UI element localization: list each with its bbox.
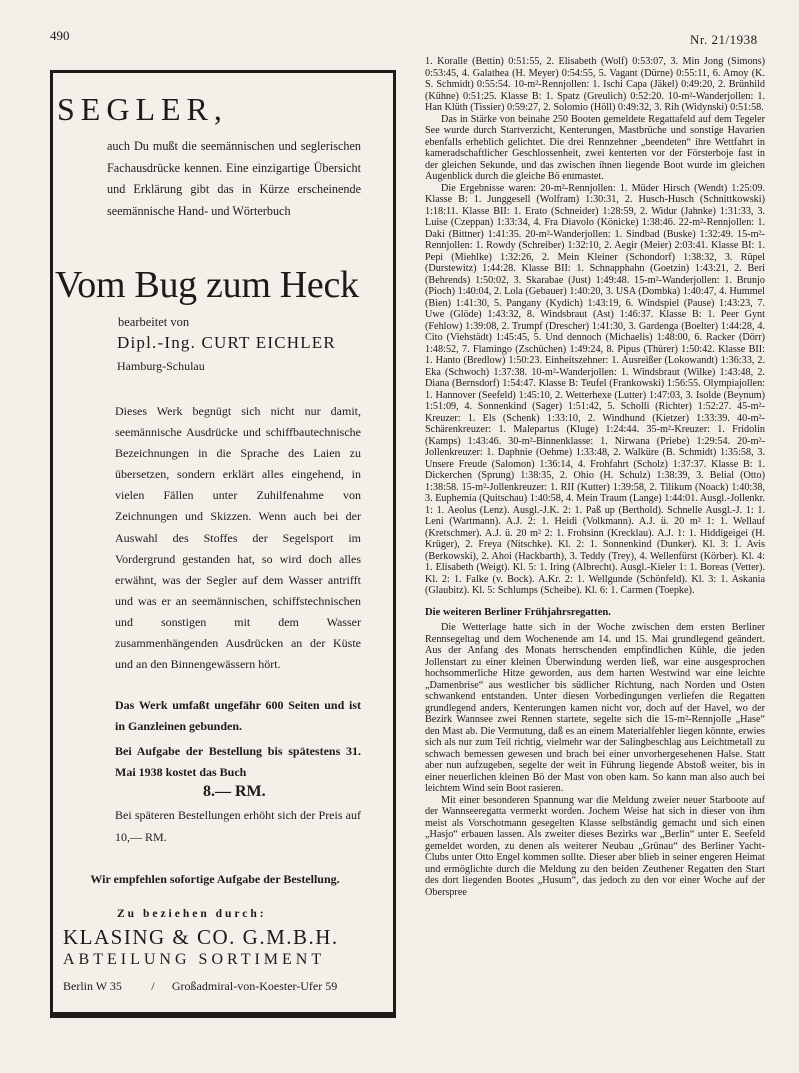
order-deadline: Bei Aufgabe der Bestellung bis spätestens 31. Mai 1938 kostet das Buch (115, 744, 361, 779)
article-paragraph: 1. Koralle (Bettin) 0:51:55, 2. Elisabeth (Wolf) 0:53:07, 3. Min Jong (Simons) 0:53:45, 4. Galathea (H. Meyer) 0:54:55, 5. Vagant (Dürne) 0:55:11, 6. Amoy (K. S. Schmidt) 0:55:54. 10-m²-Rennjollen: 1. Ischi Capa (Jäkel) 0:49:20, 2. Brünhild (Kühne) 0:51:25. Klasse B: 1. Spatz (Greulich) 0:52:20. 10-m²-Wanderjollen: 1. Han Klüth (Tissier) 0:59:27, 2. Solomio (Höll) 0:49:32, 3. Rih (Widynski) 0:51:58. (425, 56, 765, 113)
issue-number: Nr. 21/1938 (690, 32, 758, 47)
article-paragraph: Mit einer besonderen Spannung war die Meldung zweier neuer Starboote auf der Wannseeregatta vermerkt worden. Jochem Weise hat sich in dieser von ihm meist als Vorschotmann gesegelten Klasse selbständig gemacht und sich einen „Hasjo“ erbauen lassen. Als zweiter dieses Bezirks war „Berlin“ unter E. Seefeld gemeldet worden, zu denen als weiterer Neubau „Grünau“ des Berliner Yacht-Clubs unter Otto Engel kommen sollte. Dieser aber blieb in seiner engeren Heimat und ermöglichte durch die Meldung zu den beiden Zeuthener Regatten den Start des dort liegenden Bootes „Husum“, das jedoch zu den vor einer Woche auf der Oberspree (425, 794, 765, 898)
address-city: Berlin W 35 (63, 979, 122, 993)
book-scope: Das Werk umfaßt ungefähr 600 Seiten und ist in Ganzleinen gebunden. (115, 698, 361, 733)
ad-headline: SEGLER, (57, 91, 228, 127)
book-description: Dieses Werk begnügt sich nicht nur damit, seemännische Ausdrücke und schiffbautechnische Bezeichnungen in die Sprache des Laien zu übersetzen, sondern erklärt alles eingehend, in vielen Fällen unter Zuhilfenahme von Zeichnungen und Skizzen. Wenn auch bei der Auswahl des Stoffes der Segelsport im Vordergrund gestanden hat, so wird doch alles erwähnt, was der Segler auf dem Wasser antrifft und was er an seemännischen, schiffstechnischen und sonstigen mit dem Wasser zusammenhängenden Ausdrücken an der Küste und an den Binnengewässern hört. (115, 404, 361, 672)
publisher-name: KLASING & CO. G.M.B.H. (63, 925, 339, 949)
page-number: 490 (50, 28, 70, 43)
obtain-from-label: Zu beziehen durch: (117, 908, 267, 920)
article-paragraph: Das in Stärke von beinahe 250 Booten gemeldete Regattafeld auf dem Tegeler See wurde durch Startverzicht, Kenterungen, Mastbrüche und sonstige Havarien ebenfalls erheblich gelichtet. Die drei Rennzehner „beendeten“ ihre Wettfahrt in kameradschaftlicher Geschlossenheit, zwei kenterten vor der Försterboje fast in der gleichen Sekunde, und das zwischen ihnen liegende Boot wurde im gleichen Augenblick durch die gleiche Bö entmastet. (425, 113, 765, 182)
ad-intro-text: auch Du mußt die seemännischen und seglerischen Fachausdrücke kennen. Eine einzigartige Übersicht und Erklärung gibt das in Kürze erscheinende seemännische Hand- und Wörterbuch (107, 139, 361, 218)
later-price-note: Bei späteren Bestellungen erhöht sich der Preis auf 10,— RM. (115, 808, 361, 844)
edited-by-label: bearbeitet von (118, 315, 190, 329)
regatta-article (425, 56, 765, 898)
book-author: Dipl.-Ing. CURT EICHLER (117, 333, 336, 352)
section-body (425, 622, 765, 898)
order-recommendation: Wir empfehlen sofortige Aufgabe der Bestellung. (90, 872, 340, 886)
article-paragraph: Die Wetterlage hatte sich in der Woche zwischen dem ersten Berliner Rennsegeltag und dem Wochenende am 14. und 15. Mai grundlegend geändert. Aus der Anfang des Monats herrschenden empfindlichen Kühle, die jeden Jollenstart zu einer kleinen Überwindung werden ließ, war eine ausgesprochen hochsommerliche Hitze geworden, aus dem harten Westwind war eine leichte „Damenbrise“ aus westlicher bis südlicher Richtung, nach Norden und Osten schwankend entstanden. Unter diesen Vorbedingungen verliefen die Regatten grundlegend anders, Kenterungen kamen nicht vor, doch auf der Havel, wo der Bezirk Wannsee zwei Rennen startete, segelte sich die 15-m²-Rennjolle „Hase“ den Mast ab. Die Vermutung, daß es an einem Materialfehler liegen könnte, erwies sich als nur zum Teil richtig, vielmehr war der Salingbeschlag aus Leichtmetall zu schwach bemessen gewesen und brach bei einer unvorhergesehenen Halse. Statt aber nun aufzugeben, segelte der weit in Führung liegende Abstoß weiter, bis in einer neuerlichen kleinen Bö der Mast von oben kam. So kann man also auch bei leichtem Wind sein Boot rasieren. (425, 622, 765, 794)
section-heading: Die weiteren Berliner Frühjahrsregatten. (425, 606, 611, 618)
author-affiliation: Hamburg-Schulau (117, 359, 205, 373)
book-price: 8.— RM. (203, 783, 266, 800)
article-paragraph: Die Ergebnisse waren: 20-m²-Rennjollen: 1. Müder Hirsch (Wendt) 1:25:09. Klasse B: 1. Junggesell (Wolfram) 1:30:31, 2. Husch-Husch (Schnittkowski) 1:18:11. Klasse BII: 1. Erato (Schneider) 1:28:59, 2. Widur (Jahnke) 1:31:33, 3. Luise (Czeppan) 1:33:34, 4. Fra Diavolo (Könicke) 1:38:46. 22-m²-Rennjollen: 1. Daki (Bittner) 1:41:35. 20-m²-Wanderjollen: 1. Sindbad (Buske) 1:32:49. 15-m²-Rennjollen: 1. Rowdy (Schreiber) 1:32:10, 2. Aegir (Meier) 2:03:41. Klasse BI: 1. Pepi (Miehlke) 1:32:26, 2. Mein Kleiner (Schondorf) 1:38:32, 3. Rüpel (Durstewitz) 1:44:28. Klasse BII: 1. Schnapphahn (Goetzin) 1:43:21, 2. Beri (Behrends) 1:50:02, 3. Skarabae (Just) 1:49:48. 15-m²-Wanderjollen: 1. Brunjo (Pioch) 1:40:04, 2. Lola (Gebauer) 1:40:20, 3. USA (Dombka) 1:40:47, 4. Hummel (Bien) 1:41:30, 5. Pangany (Kydich) 1:43:19, 6. Windspiel (Pause) 1:43:23, 7. Uwe (Glöde) 1:43:32, 8. Windsbraut (Ast) 1:46:37. Klasse B: 1. Peer Gynt (Fehlow) 1:39:08, 2. Trumpf (Drescher) 1:41:30, 3. Gardenga (Boelter) 1:44:28, 4. Cito (Viehstädt) 1:45:45, 5. Und dennoch (Michaelis) 1:48:00, 6. Racker (Dörr) 1:48:52, 7. Flamingo (Zschüchen) 1:49:24, 8. Pipus (Thürer) 1:50:42. Klasse BII: 1. Hanto (Bredlow) 1:50:23. Einheitszehner: 1. Ausreißer (Lokowandt) 1:36:33, 2. Eka (Schwoch) 1:37:38. 10-m²-Wanderjollen: 1. Windsbraut (Wilke) 1:43:48, 2. Diana (Bernsdorf) 1:54:47. Klasse B: Teufel (Frankowski) 1:56:55. Olympiajollen: 1. Hannover (Seefeld) 1:45:10, 2. Wetterhexe (Lutter) 1:47:03, 3. Isolde (Beynum) 1:51:09, 4. Sonnenkind (Sager) 1:51:42, 5. Scholli (Richter) 1:52:27. 45-m²-Kreuzer: 1. Els (Schenk) 1:33:10, 2. Windhund (Kietzer) 1:33:39. 40-m²-Schärenkreuzer: 1. Malepartus (Kluge) 1:24:44. 35-m²-Kreuzer: 1. Fridolin (Kamps) 1:43:46. 30-m²-Binnenklasse: 1. Nirwana (Priebe) 1:29:54. 20-m²-Jollenkreuzer: 1. Daphnie (Oehme) 1:33:48, 2. Walküre (B. Schmidt) 1:35:58, 3. Unsere Freude (Salomon) 1:36:14, 4. Frohfahrt (Scholz) 1:37:37. Klasse B: 1. Dickerchen (Sprung) 1:38:35, 2. Ohio (H. Schulz) 1:38:39, 3. Belial (Otto) 1:38:58. 15-m²-Jollenkreuzer: 1. RII (Kutter) 1:39:58, 2. Tilikum (Noack) 1:40:38, 3. Euphemia (Quitschau) 1:40:58, 4. Mein Traum (Lange) 1:44:01. Ausgl.-Jollenkr. 1: 1. Aeolus (Lenz). Ausgl.-J.K. 2: 1. Paß up (Berthold). Schnelle Ausgl.-J. 1: 1. Leni (Wartmann). A.J. 2: 1. Heidi (Volkmann). A.J. ü. 20 m² 1: 1. Wellauf (Kretschmer). A.J. ü. 20 m² 2: 1. Frohsinn (Krecklau). A.J. 1: 1. Hiddigeigei (H. Krüger), 2. Freya (Nitschke). Kl. 2: 1. Sonnenkind (Dunker). Kl. 3: 1. Avis (Berkowski), 2. Ahoi (Hackbarth), 3. Teddy (Trey), 4. Wellenfürst (Körber). Kl. 4: 1. Elisabeth (Weigt). Kl. 5: 1. Iring (Albrecht). Ausgl.-Kieler 1: 1. Boreas (Vetter). Kl. 2: 1. Falke (v. Bock). A.Kr. 2: 1. Wellgunde (Schönfeld). Kl. 3: 1. Askania (Glaubitz). Kl. 5: Schlumps (Scheibe). Kl. 6: 1. Carmen (Toepke). (425, 182, 765, 596)
publisher-address (63, 979, 383, 994)
address-street: Großadmiral-von-Koester-Ufer 59 (171, 979, 338, 993)
address-separator: / (151, 979, 155, 993)
book-advertisement (50, 70, 396, 1018)
publisher-department: ABTEILUNG SORTIMENT (63, 951, 326, 968)
article-results (425, 56, 765, 597)
book-title: Vom Bug zum Heck (55, 264, 359, 306)
